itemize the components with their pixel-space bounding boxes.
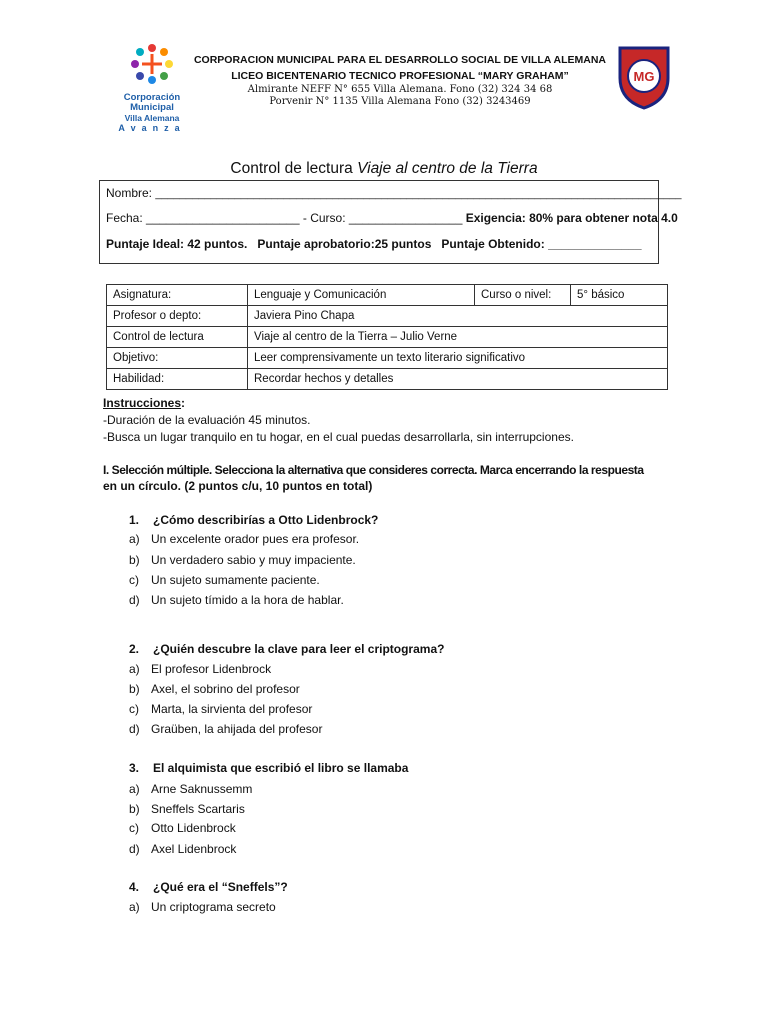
question-number: 3. xyxy=(129,761,140,775)
option-3c[interactable] xyxy=(129,821,236,835)
title-prefix: Control de lectura xyxy=(230,160,353,177)
control-value: Viaje al centro de la Tierra – Julio Verne xyxy=(248,327,668,348)
section1-line-1: I. Selección múltiple. Selecciona la alternativa que consideres correcta. Marca encerrando la respuesta xyxy=(103,463,644,477)
date-label: Fecha: xyxy=(106,211,143,225)
instruction-line-2: -Busca un lugar tranquilo en tu hogar, en el cual puedas desarrollarla, sin interrupciones. xyxy=(103,430,574,444)
question-text: ¿Cómo describirías a Otto Lidenbrock? xyxy=(153,513,379,527)
pass-score: Puntaje aprobatorio:25 puntos xyxy=(257,237,432,251)
question-number: 4. xyxy=(129,880,140,894)
section1-line-2: en un círculo. (2 puntos c/u, 10 puntos en total) xyxy=(103,479,373,493)
option-1a[interactable] xyxy=(129,532,359,546)
date-course-row xyxy=(106,211,678,225)
option-text: Graüben, la ahijada del profesor xyxy=(151,722,323,736)
option-text: Un verdadero sabio y muy impaciente. xyxy=(151,553,356,567)
level-label: Curso o nivel: xyxy=(475,285,571,306)
option-letter: b) xyxy=(129,553,140,567)
objective-value: Leer comprensivamente un texto literario significativo xyxy=(248,348,668,369)
question-1 xyxy=(129,513,378,527)
school-name: LICEO BICENTENARIO TECNICO PROFESIONAL “MARY GRAHAM” xyxy=(231,70,569,82)
skill-value: Recordar hechos y detalles xyxy=(248,369,668,390)
name-row xyxy=(106,186,681,200)
subject-label: Asignatura: xyxy=(107,285,248,306)
option-2a[interactable] xyxy=(129,662,271,676)
requirement-text: Exigencia: 80% para obtener nota 4.0 xyxy=(465,211,678,225)
level-value: 5° básico xyxy=(571,285,668,306)
obtained-score-field[interactable]: ______________ xyxy=(548,237,642,251)
course-label: - Curso: xyxy=(302,211,346,225)
instructions-heading-text: Instrucciones xyxy=(103,396,182,410)
table-row xyxy=(107,306,668,327)
table-row xyxy=(107,285,668,306)
option-letter: c) xyxy=(129,821,139,835)
obtained-score-label: Puntaje Obtenido: xyxy=(441,237,545,251)
option-letter: d) xyxy=(129,722,140,736)
option-letter: a) xyxy=(129,900,140,914)
option-text: El profesor Lidenbrock xyxy=(151,662,272,676)
option-3b[interactable] xyxy=(129,802,245,816)
question-text: El alquimista que escribió el libro se llamaba xyxy=(153,761,409,775)
option-text: Arne Saknussemm xyxy=(151,782,253,796)
option-1c[interactable] xyxy=(129,573,320,587)
option-text: Axel Lidenbrock xyxy=(151,842,237,856)
option-letter: d) xyxy=(129,842,140,856)
teacher-value: Javiera Pino Chapa xyxy=(248,306,668,327)
option-text: Axel, el sobrino del profesor xyxy=(151,682,300,696)
name-label: Nombre: xyxy=(106,186,153,200)
logo-line2: Municipal xyxy=(130,102,174,113)
score-row xyxy=(106,237,642,251)
objective-label: Objetivo: xyxy=(107,348,248,369)
logo-tagline: Avanza xyxy=(118,123,186,133)
page-title xyxy=(0,160,768,178)
option-letter: a) xyxy=(129,662,140,676)
option-letter: a) xyxy=(129,782,140,796)
ideal-score: Puntaje Ideal: 42 puntos. xyxy=(106,237,248,251)
title-book: Viaje al centro de la Tierra xyxy=(357,160,538,177)
logo-line1: Corporación xyxy=(123,92,181,103)
instructions-colon: : xyxy=(181,396,186,410)
crest-letters: MG xyxy=(633,69,655,84)
option-1b[interactable] xyxy=(129,553,356,567)
table-row xyxy=(107,348,668,369)
logo-line3: Villa Alemana xyxy=(124,113,180,123)
option-4a[interactable] xyxy=(129,900,276,914)
teacher-label: Profesor o depto: xyxy=(107,306,248,327)
subject-value: Lenguaje y Comunicación xyxy=(248,285,475,306)
instruction-line-1: -Duración de la evaluación 45 minutos. xyxy=(103,413,311,427)
option-2d[interactable] xyxy=(129,722,322,736)
address-line-1: Almirante NEFF N° 655 Villa Alemana. Fono (32) 324 34 68 xyxy=(247,84,553,95)
option-3d[interactable] xyxy=(129,842,236,856)
option-text: Un sujeto sumamente paciente. xyxy=(151,573,320,587)
question-text: ¿Quién descubre la clave para leer el criptograma? xyxy=(153,642,445,656)
control-label: Control de lectura xyxy=(107,327,248,348)
school-crest-logo xyxy=(616,42,672,110)
option-letter: d) xyxy=(129,593,140,607)
question-3 xyxy=(129,761,408,775)
course-field[interactable]: _________________ xyxy=(348,211,463,225)
question-number: 1. xyxy=(129,513,140,527)
option-text: Un sujeto tímido a la hora de hablar. xyxy=(151,593,344,607)
option-letter: c) xyxy=(129,702,139,716)
option-2c[interactable] xyxy=(129,702,312,716)
question-4 xyxy=(129,880,288,894)
shield-icon xyxy=(616,42,672,110)
option-text: Un criptograma secreto xyxy=(151,900,276,914)
table-row xyxy=(107,369,668,390)
option-text: Marta, la sirvienta del profesor xyxy=(151,702,313,716)
name-field[interactable]: ______________________________________________________________________________________ xyxy=(155,188,682,200)
option-2b[interactable] xyxy=(129,682,300,696)
option-letter: b) xyxy=(129,802,140,816)
question-2 xyxy=(129,642,444,656)
option-letter: c) xyxy=(129,573,139,587)
date-field[interactable]: _______________________ xyxy=(146,211,300,225)
option-letter: b) xyxy=(129,682,140,696)
option-text: Un excelente orador pues era profesor. xyxy=(151,532,360,546)
organization-name: CORPORACION MUNICIPAL PARA EL DESARROLLO SOCIAL DE VILLA ALEMANA xyxy=(193,54,607,66)
option-1d[interactable] xyxy=(129,593,344,607)
address-line-2: Porvenir N° 1135 Villa Alemana Fono (32) 3243469 xyxy=(269,96,531,107)
corporacion-municipal-logo xyxy=(112,40,192,133)
info-table xyxy=(106,284,668,390)
option-3a[interactable] xyxy=(129,782,252,796)
question-number: 2. xyxy=(129,642,140,656)
skill-label: Habilidad: xyxy=(107,369,248,390)
option-letter: a) xyxy=(129,532,140,546)
question-text: ¿Qué era el “Sneffels”? xyxy=(153,880,288,894)
option-text: Sneffels Scartaris xyxy=(151,802,245,816)
student-info-box xyxy=(99,180,682,264)
option-text: Otto Lidenbrock xyxy=(151,821,236,835)
table-row xyxy=(107,327,668,348)
instructions-heading xyxy=(103,396,185,410)
